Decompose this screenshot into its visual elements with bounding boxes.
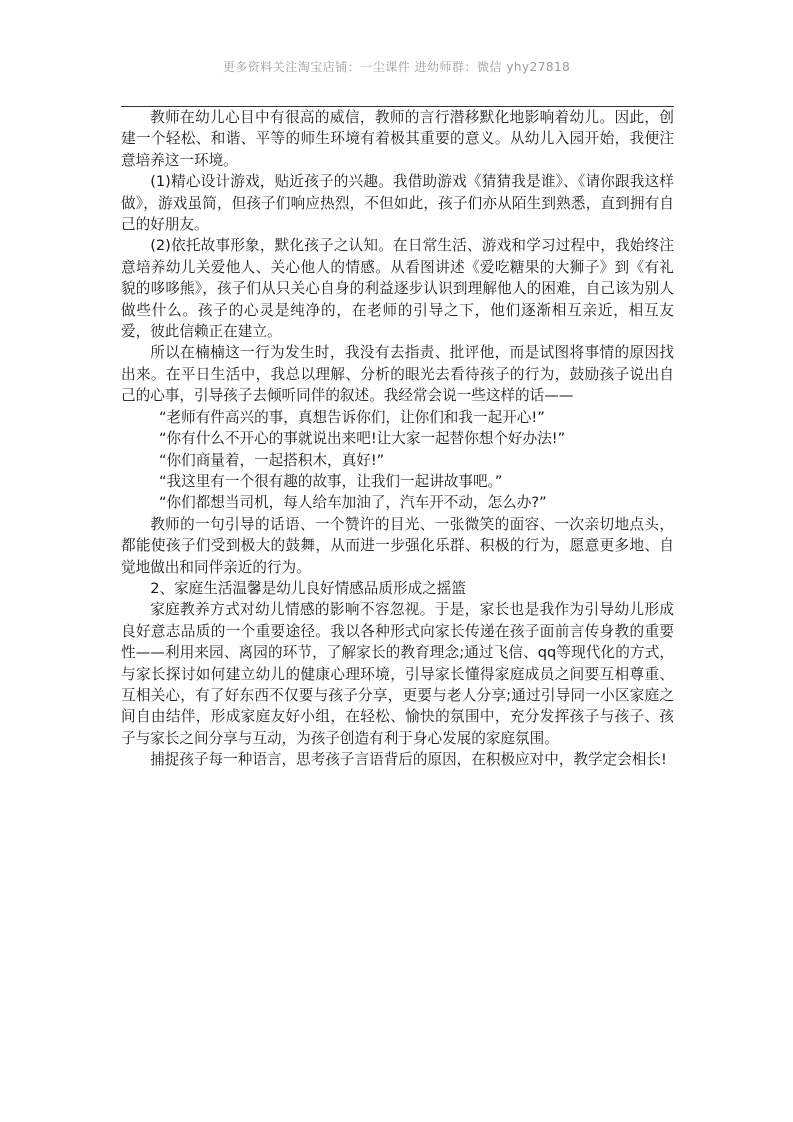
paragraph-stories: (2)依托故事形象，默化孩子之认知。在日常生活、游戏和学习过程中，我始终注意培养幼儿关爱他人、关心他人的情感。从看图讲述《爱吃糖果的大狮子》到《有礼貌的哆哆熊》，孩子们从只关心自身的利益逐步认识到理解他人的困难，自己该为别人做些什么。孩子的心灵是纯净的，在老师的引导之下，他们逐渐相互亲近，相互友爱，彼此信赖正在建立。 (121, 237, 674, 341)
quote-line: “你们商量着，一起搭积木，真好!” (158, 451, 385, 469)
paragraph-games: (1)精心设计游戏，贴近孩子的兴趣。我借助游戏《猜猜我是谁》、《请你跟我这样做》，游戏虽简，但孩子们响应热烈，不但如此，孩子们亦从陌生到熟悉，直到拥有自己的好朋友。 (121, 173, 674, 234)
section-heading-family: 2、家庭生活温馨是幼儿良好情感品质形成之摇篮 (150, 579, 466, 597)
paragraph-family: 家庭教养方式对幼儿情感的影响不容忽视。于是，家长也是我作为引导幼儿形成良好意志品质的一个重要途径。我以各种形式向家长传递在孩子面前言传身教的重要性——利用来园、离园的环节，了解家长的教育理念;通过飞信、qq等现代化的方式，与家长探讨如何建立幼儿的健康心理环境，引导家长懂得家庭成员之间要互相尊重、互相关心，有了好东西不仅要与孩子分享，更要与老人分享;通过引导同一小区家庭之间自由结伴，形成家庭友好小组，在轻松、愉快的氛围中，充分发挥孩子与孩子、孩子与家长之间分享与互动，为孩子创造有利于身心发展的家庭氛围。 (121, 601, 674, 747)
document-body (121, 107, 674, 771)
quote-line: “我这里有一个很有趣的故事，让我们一起讲故事吧。” (158, 472, 503, 490)
page-header-watermark: 更多资料关注淘宝店铺：一尘课件 进幼师群：微信 yhy27818 (222, 60, 571, 74)
paragraph-intro: 教师在幼儿心目中有很高的威信，教师的言行潜移默化地影响着幼儿。因此，创建一个轻松、和谐、平等的师生环境有着极其重要的意义。从幼儿入园开始，我便注意培养这一环境。 (121, 109, 674, 169)
quote-line: “你们都想当司机，每人给车加油了，汽车开不动，怎么办?” (158, 494, 547, 512)
paragraph-nannan: 所以在楠楠这一行为发生时，我没有去指责、批评他，而是试图将事情的原因找出来。在平日生活中，我总以理解、分析的眼光去看待孩子的行为，鼓励孩子说出自己的心事，引导孩子去倾听同伴的叙述。我经常会说一些这样的话—— (121, 344, 674, 405)
paragraph-conclusion: 捕捉孩子每一种语言，思考孩子言语背后的原因，在积极应对中，教学定会相长! (150, 751, 667, 769)
quote-line: “老师有件高兴的事，真想告诉你们，让你们和我一起开心!” (158, 408, 545, 426)
quote-line: “你有什么不开心的事就说出来吧!让大家一起替你想个好办法!” (158, 430, 566, 448)
paragraph-encouragement: 教师的一句引导的话语、一个赞许的目光、一张微笑的面容、一次亲切地点头，都能使孩子们受到极大的鼓舞，从而进一步强化乐群、积极的行为，愿意更多地、自觉地做出和同伴亲近的行为。 (121, 515, 674, 576)
